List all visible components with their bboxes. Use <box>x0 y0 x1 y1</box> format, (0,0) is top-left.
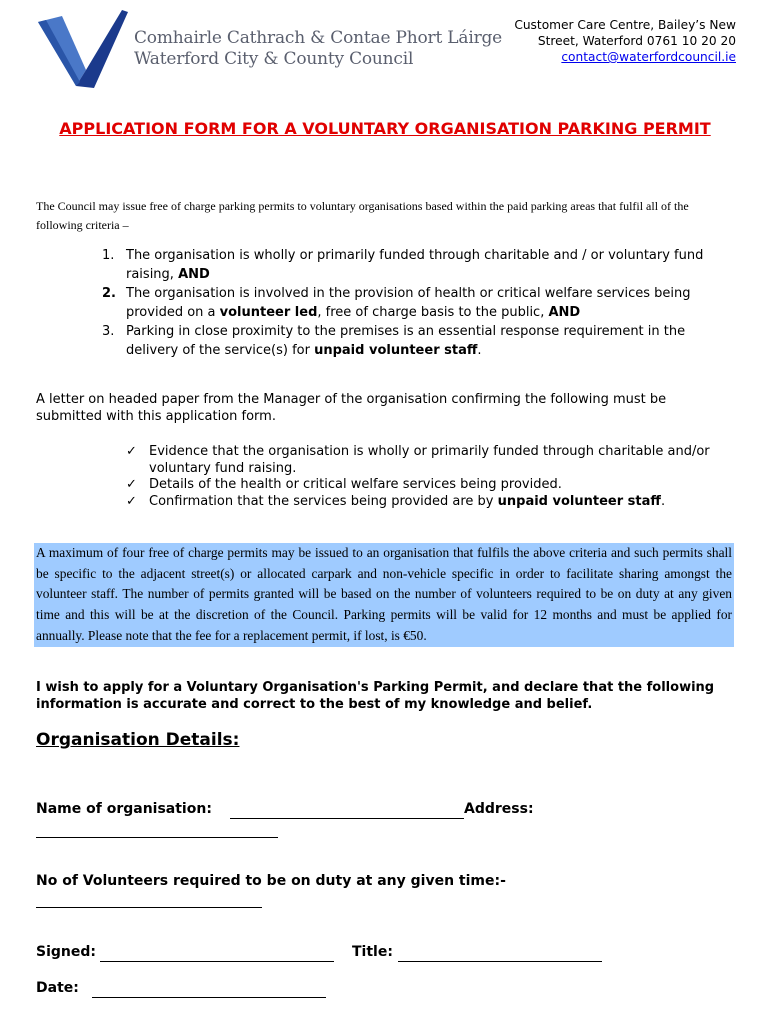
criteria-item <box>102 246 738 284</box>
evidence-text: Evidence that the organisation is wholly or primarily funded through charitable and/or voluntary fund raising. <box>149 444 710 476</box>
checkmark-icon: ✓ <box>126 444 137 459</box>
criteria-number: 2. <box>102 286 116 301</box>
section-heading: Organisation Details: <box>36 730 240 750</box>
criteria-text: The organisation is involved in the provision of health or critical welfare services being provided on a <box>126 286 691 320</box>
criteria-text: The organisation is wholly or primarily funded through charitable and / or voluntary fund raising, <box>126 248 704 282</box>
checkmark-icon: ✓ <box>126 493 137 509</box>
contact-block <box>514 17 736 65</box>
criteria-emphasis: AND <box>548 305 581 320</box>
criteria-text: Parking in close proximity to the premises is an essential response requirement in the delivery of the service(s) for <box>126 324 686 358</box>
form-title: APPLICATION FORM FOR A VOLUNTARY ORGANISATION PARKING PERMIT <box>59 119 711 138</box>
address-input-line[interactable] <box>36 837 278 838</box>
date-input-line[interactable] <box>92 997 326 998</box>
criteria-item <box>102 284 738 322</box>
council-name-english: Waterford City & County Council <box>134 49 414 69</box>
letter-paragraph: A letter on headed paper from the Manager of the organisation confirming the following must be submitted with this application form. <box>36 392 667 424</box>
contact-address-line1: Customer Care Centre, Bailey’s New <box>514 18 736 32</box>
name-label: Name of organisation: <box>36 801 212 817</box>
council-name-block <box>134 28 502 69</box>
evidence-item <box>126 477 726 494</box>
contact-address-line2: Street, Waterford 0761 10 20 20 <box>537 34 736 48</box>
volunteers-label: No of Volunteers required to be on duty at any given time:- <box>36 873 506 889</box>
evidence-text: Details of the health or critical welfare services being provided. <box>149 477 562 492</box>
criteria-item <box>102 322 738 360</box>
evidence-item <box>126 494 726 511</box>
signed-label: Signed: <box>36 944 96 960</box>
logo-right-wing <box>76 10 128 88</box>
date-label: Date: <box>36 980 79 996</box>
criteria-number: 3. <box>102 324 115 339</box>
evidence-list <box>126 444 726 510</box>
volunteers-input-line[interactable] <box>36 907 262 908</box>
name-input-line[interactable] <box>230 818 464 819</box>
contact-email-link[interactable]: contact@waterfordcouncil.ie <box>561 50 736 64</box>
evidence-emphasis: unpaid volunteer staff <box>497 493 661 509</box>
address-label: Address: <box>464 801 534 817</box>
criteria-emphasis: unpaid volunteer staff <box>314 343 478 358</box>
council-name-irish: Comhairle Cathrach & Contae Phort Láirge <box>134 28 503 48</box>
evidence-text: . <box>660 493 666 509</box>
criteria-text: , free of charge basis to the public, <box>317 305 549 320</box>
signed-input-line[interactable] <box>100 961 334 962</box>
criteria-number: 1. <box>102 248 115 263</box>
title-label: Title: <box>352 944 393 960</box>
title-input-line[interactable] <box>398 961 602 962</box>
declaration-paragraph: I wish to apply for a Voluntary Organisation's Parking Permit, and declare that the following information is accurate and correct to the best of my knowledge and belief. <box>36 680 715 712</box>
permit-terms-paragraph: A maximum of four free of charge permits may be issued to an organisation that fulfils the above criteria and such permits shall be specific to the adjacent street(s) or allocated carpark and non-vehicle specific in order to facilitate sharing amongst the volunteer staff. The number of permits granted will be based on the number of volunteers required to be on duty at any given time and this will be at the discretion of the Council. Parking permits will be valid for 12 months and must be applied for annually. Please note that the fee for a replacement permit, if lost, is €50. <box>34 543 734 647</box>
checkmark-icon: ✓ <box>126 477 137 492</box>
intro-paragraph: The Council may issue free of charge parking permits to voluntary organisations based within the paid parking areas that fulfil all of the following criteria – <box>36 199 689 232</box>
criteria-text: . <box>477 343 482 358</box>
criteria-emphasis: AND <box>178 267 210 282</box>
evidence-text: Confirmation that the services being provided are by <box>149 493 498 509</box>
criteria-emphasis: volunteer led <box>219 305 318 320</box>
evidence-item <box>126 444 726 477</box>
council-logo-icon <box>36 8 128 94</box>
criteria-list <box>102 246 738 360</box>
